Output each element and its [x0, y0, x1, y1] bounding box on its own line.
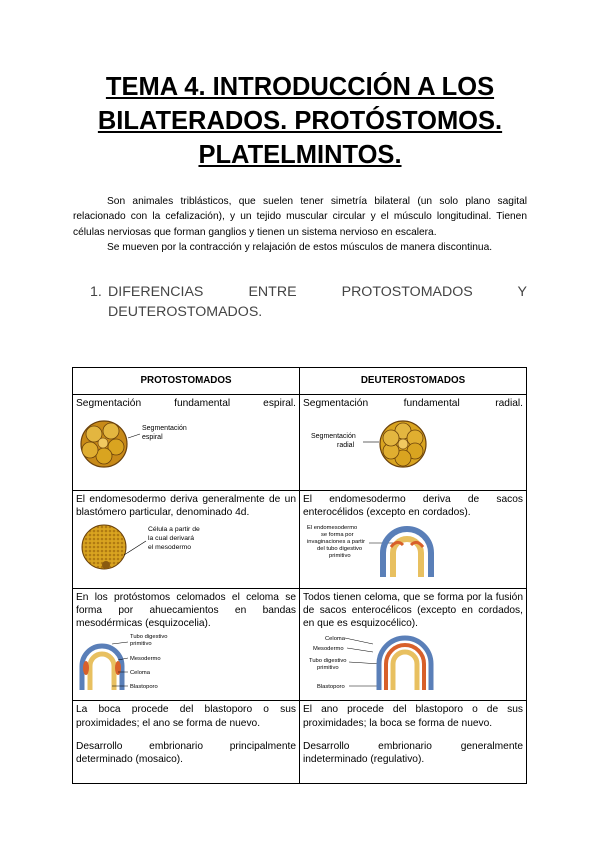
table-header-row: [73, 368, 527, 395]
fig-label: radial: [337, 442, 355, 450]
fig-label: primitivo: [329, 553, 351, 560]
fig-label: Mesodermo: [313, 646, 344, 653]
cell-text: En los protóstomos celomados el celoma se forma por ahuecamientos en bandas mesodérmicas (esquizocelia).: [76, 591, 296, 630]
header-protostomados: PROTOSTOMADOS: [73, 368, 300, 395]
fig-label: Tubo digestivo: [130, 634, 168, 641]
fig-label: Celoma: [130, 670, 150, 677]
cell-text: El endomesodermo deriva generalmente de un blastómero particular, denominado 4d.: [76, 494, 296, 519]
cell-mouth-origin: [73, 701, 300, 784]
table-row: [73, 701, 527, 784]
section-heading-line-2: DEUTEROSTOMADOS.: [108, 304, 263, 320]
fig-label: El endomesodermo: [307, 525, 358, 532]
fig-label: Blastoporo: [130, 684, 158, 691]
table-row: [73, 588, 527, 701]
enterocoely-figure: [303, 632, 523, 698]
fig-label: primitivo: [317, 665, 339, 672]
cell-enterocoely: [300, 588, 527, 701]
page-title: [60, 70, 540, 172]
cell-text: Desarrollo embrionario principalmente determinado (mosaico).: [76, 740, 296, 766]
intro-paragraph-2: Se mueven por la contracción y relajación de estos músculos de manera discontinua.: [107, 241, 493, 253]
cell-text: Todos tienen celoma, que se forma por la fusión de sacos enterocélicos (excepto en cordados, en que es esquizocélico).: [303, 591, 523, 630]
cell-text: El ano procede del blastoporo o de sus proximidades; la boca se forma de nuevo.: [303, 704, 523, 729]
cell-text: Desarrollo embrionario generalmente indeterminado (regulativo).: [303, 740, 523, 766]
spiral-cleavage-figure: [76, 412, 296, 476]
table-row: [73, 491, 527, 589]
fig-label: Segmentación: [311, 433, 356, 441]
table-row: [73, 395, 527, 491]
fig-label: Celoma: [325, 636, 345, 643]
cell-4d-figure: [76, 521, 296, 577]
intro-text: [73, 194, 527, 255]
title-line-3: PLATELMINTOS.: [198, 141, 402, 169]
enterocoel-figure: [303, 521, 523, 585]
cell-spiral: [73, 395, 300, 491]
fig-label: Segmentación: [142, 425, 187, 433]
title-line-2: BILATERADOS. PROTÓSTOMOS.: [97, 107, 503, 135]
cell-anus-origin: [300, 701, 527, 784]
radial-cleavage-figure: [303, 412, 523, 476]
fig-label: Célula a partir de: [148, 526, 200, 534]
schizocoel-figure: [76, 632, 296, 698]
intro-paragraph-1: Son animales triblásticos, que suelen tener simetría bilateral (un solo plano sagital relacionado con la cefalización), y un tejido muscular circular y el músculo longitudinal. Tienen células nerviosas que forman ganglios y tienen un sistema nervioso en escalera.: [73, 196, 527, 238]
fig-label: del tubo digestivo: [317, 546, 363, 553]
section-heading-line-1: DIFERENCIAS ENTRE PROTOSTOMADOS Y: [108, 284, 527, 300]
section-heading: [90, 282, 527, 322]
cell-text: La boca procede del blastoporo o sus proximidades; el ano se forma de nuevo.: [76, 704, 296, 729]
comparison-table: [72, 367, 527, 784]
fig-label: espiral: [142, 434, 163, 442]
fig-label: Blastoporo: [317, 684, 345, 691]
fig-label: la cual derivará: [148, 535, 195, 543]
fig-label: se forma por: [321, 532, 354, 539]
cell-text: Segmentación fundamental espiral.: [76, 398, 296, 409]
fig-label: primitivo: [130, 641, 152, 648]
cell-schizocoely: [73, 588, 300, 701]
fig-label: Mesodermo: [130, 656, 161, 663]
section-number: 1.: [90, 284, 102, 300]
header-deuterostomados: DEUTEROSTOMADOS: [300, 368, 527, 395]
fig-label: invaginaciones a partir: [307, 539, 366, 546]
cell-text: El endomesodermo deriva de sacos enterocélidos (excepto en cordados).: [303, 494, 523, 519]
cell-text: Segmentación fundamental radial.: [303, 398, 523, 409]
fig-label: el mesodermo: [148, 544, 192, 552]
fig-label: Tubo digestivo: [309, 658, 347, 665]
cell-radial: [300, 395, 527, 491]
cell-endomesoderm-4d: [73, 491, 300, 589]
cell-enterocoel-sacs: [300, 491, 527, 589]
title-line-1: TEMA 4. INTRODUCCIÓN A LOS: [105, 73, 495, 101]
